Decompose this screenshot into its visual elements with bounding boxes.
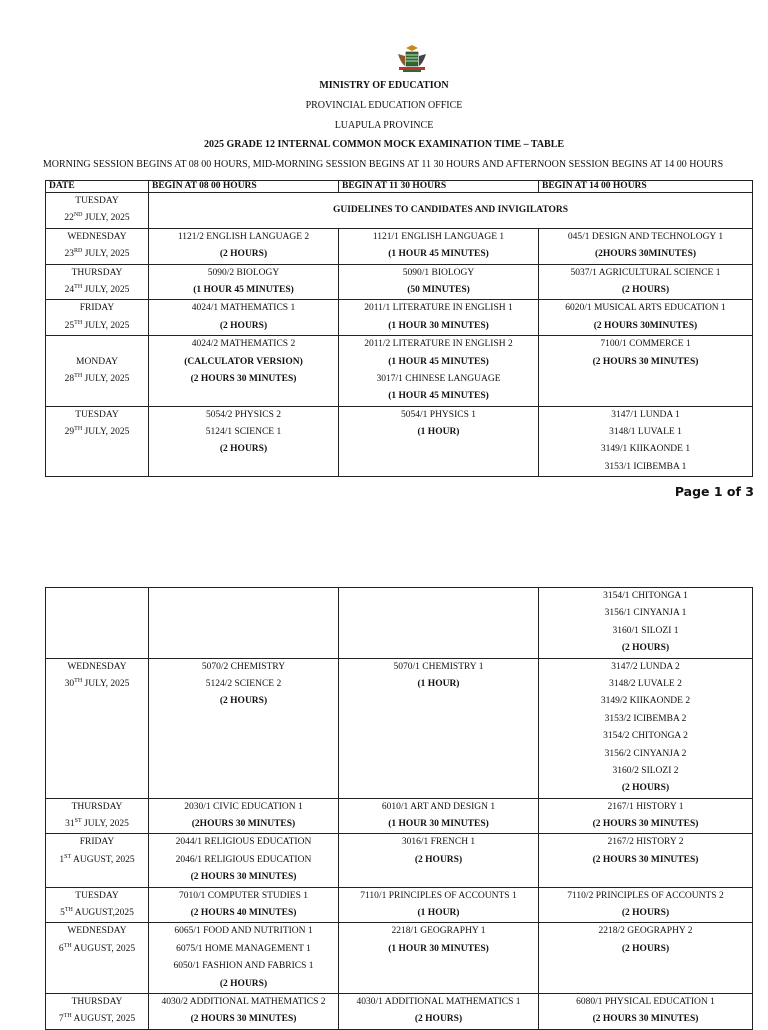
date-cell [46, 923, 149, 994]
ordinal-suffix: ND [73, 212, 83, 219]
ordinal-suffix: ST [74, 817, 82, 824]
cell-line: (2 HOURS) [219, 249, 268, 260]
table-cell [339, 798, 539, 834]
cell-line: (2 HOURS) [621, 943, 670, 954]
ordinal-suffix: TH [63, 942, 72, 949]
cell-line: 7110/1 PRINCIPLES OF ACCOUNTS 1 [360, 890, 517, 901]
cell-line: (2 HOURS) [621, 643, 670, 654]
cell-line: 4024/1 MATHEMATICS 1 [191, 303, 296, 314]
cell-line: 2044/1 RELIGIOUS EDUCATION [175, 837, 312, 848]
month-year: AUGUST, 2025 [73, 943, 136, 954]
day-number: 22 [64, 213, 74, 224]
page-number: Page 1 of 3 [674, 484, 754, 499]
day-number: 24 [64, 284, 75, 295]
cell-line: 6010/1 ART AND DESIGN 1 [381, 801, 496, 812]
cell-line: 3148/2 LUVALE 2 [609, 678, 682, 689]
table-row [46, 406, 753, 477]
cell-line: (2 HOURS 30 MINUTES) [190, 1014, 297, 1025]
table-cell [339, 228, 539, 264]
table-cell [149, 406, 339, 477]
cell-line: 3154/2 CHITONGA 2 [603, 731, 688, 742]
date-cell [46, 834, 149, 887]
table-cell [149, 834, 339, 887]
weekday: MONDAY [76, 356, 118, 367]
timetable-page-1 [45, 180, 753, 477]
cell-line: 3147/1 LUNDA 1 [611, 409, 680, 420]
cell-line: (2 HOURS 40 MINUTES) [190, 908, 297, 919]
table-cell [539, 300, 753, 336]
table-cell [339, 264, 539, 300]
date [46, 318, 148, 335]
month-year: JULY, 2025 [84, 427, 130, 438]
cell-line: 7100/1 COMMERCE 1 [600, 339, 691, 350]
table-cell [339, 887, 539, 923]
cell-line: 6075/1 HOME MANAGEMENT 1 [176, 943, 311, 954]
document-title: 2025 GRADE 12 INTERNAL COMMON MOCK EXAMINATION TIME – TABLE [203, 139, 565, 150]
cell-line: 6065/1 FOOD AND NUTRITION 1 [174, 926, 313, 937]
date [46, 941, 148, 958]
column-header: BEGIN AT 08 00 HOURS [149, 181, 339, 193]
cell-line: (1 HOUR 45 MINUTES) [388, 356, 489, 367]
cell-line: (2 HOURS) [621, 908, 670, 919]
cell-line: 6020/1 MUSICAL ARTS EDUCATION 1 [565, 303, 726, 314]
cell-line: 2030/1 CIVIC EDUCATION 1 [184, 801, 303, 812]
table-row [46, 193, 753, 229]
weekday: THURSDAY [71, 996, 123, 1007]
date [46, 246, 148, 263]
cell-line: (50 MINUTES) [407, 284, 470, 295]
cell-line: 3156/1 CINYANJA 1 [604, 608, 687, 619]
table-cell [149, 336, 339, 407]
cell-line: 5090/1 BIOLOGY [402, 267, 475, 278]
table-cell [539, 658, 753, 798]
table-header-row [46, 181, 753, 193]
ordinal-suffix: TH [74, 425, 83, 432]
weekday: THURSDAY [71, 267, 123, 278]
cell-line: (1 HOUR) [417, 678, 460, 689]
table-row [46, 658, 753, 798]
ordinal-suffix: TH [63, 1013, 72, 1020]
cell-line: (2 HOURS) [219, 320, 268, 331]
cell-line: (2 HOURS) [414, 854, 463, 865]
column-header: BEGIN AT 14 00 HOURS [539, 181, 753, 193]
day-number: 1 [59, 854, 65, 865]
cell-line: 4024/2 MATHEMATICS 2 [191, 339, 296, 350]
table-row [46, 264, 753, 300]
table-row [46, 336, 753, 407]
cell-line: (2 HOURS 30 MINUTES) [592, 854, 699, 865]
cell-line: 3160/2 SILOZI 2 [612, 765, 679, 776]
date-cell [46, 228, 149, 264]
weekday: TUESDAY [75, 890, 119, 901]
date [46, 676, 148, 693]
date-cell [46, 300, 149, 336]
table-cell [339, 336, 539, 407]
table-cell [149, 658, 339, 798]
weekday: TUESDAY [75, 196, 119, 206]
cell-line: 5054/2 PHYSICS 2 [206, 409, 281, 420]
cell-line: 3153/1 ICIBEMBA 1 [604, 461, 687, 472]
table-row [46, 834, 753, 887]
day-number: 30 [64, 678, 75, 689]
day-number: 29 [64, 427, 75, 438]
date-cell [46, 406, 149, 477]
month-year: AUGUST, 2025 [73, 854, 135, 865]
cell-line: (2 HOURS 30 MINUTES) [592, 356, 699, 367]
office-heading: PROVINCIAL EDUCATION OFFICE [305, 100, 463, 111]
table-cell [539, 406, 753, 477]
column-header: BEGIN AT 11 30 HOURS [339, 181, 539, 193]
cell-line: 4030/1 ADDITIONAL MATHEMATICS 1 [356, 996, 521, 1007]
weekday: THURSDAY [71, 801, 123, 812]
date [46, 424, 148, 441]
cell-line: (2HOURS 30 MINUTES) [191, 819, 296, 830]
table-cell [149, 588, 339, 659]
month-year: JULY, 2025 [84, 284, 130, 295]
cell-line: 5124/2 SCIENCE 2 [205, 678, 282, 689]
month-year: JULY, 2025 [84, 320, 130, 331]
table-cell [539, 887, 753, 923]
ordinal-suffix: TH [74, 283, 83, 290]
date [46, 371, 148, 388]
date-cell [46, 193, 149, 229]
day-number: 23 [64, 249, 74, 260]
cell-line: (2 HOURS) [621, 284, 670, 295]
table-cell [149, 887, 339, 923]
ordinal-suffix: TH [74, 372, 83, 379]
table-cell [539, 834, 753, 887]
cell-line: (1 HOUR 30 MINUTES) [388, 943, 489, 954]
province-heading: LUAPULA PROVINCE [334, 120, 434, 131]
table-cell [339, 406, 539, 477]
cell-line: (2 HOURS) [219, 696, 268, 707]
cell-line: (2 HOURS) [414, 1014, 463, 1025]
day-number: 5 [60, 908, 65, 919]
table-cell [539, 588, 753, 659]
table-cell [539, 923, 753, 994]
date [46, 816, 148, 833]
month-year: AUGUST,2025 [74, 908, 134, 919]
date-cell [46, 588, 149, 659]
cell-line: (2 HOURS 30 MINUTES) [190, 872, 297, 883]
table-cell [539, 798, 753, 834]
month-year: JULY, 2025 [84, 678, 130, 689]
date-cell [46, 658, 149, 798]
date-cell [46, 264, 149, 300]
table-cell [339, 834, 539, 887]
table-cell [339, 658, 539, 798]
date [46, 852, 148, 869]
cell-line: 3156/2 CINYANJA 2 [604, 748, 687, 759]
cell-line: 7110/2 PRINCIPLES OF ACCOUNTS 2 [567, 890, 724, 901]
cell-line: (2HOURS 30MINUTES) [594, 249, 697, 260]
date-cell [46, 887, 149, 923]
cell-line: 3149/1 KIIKAONDE 1 [600, 444, 691, 455]
cell-line: 3148/1 LUVALE 1 [609, 427, 682, 438]
weekday: FRIDAY [79, 837, 115, 848]
weekday: FRIDAY [79, 303, 115, 314]
weekday: TUESDAY [75, 409, 119, 420]
cell-line: 3153/2 ICIBEMBA 2 [604, 713, 687, 724]
cell-line: (1 HOUR 30 MINUTES) [388, 320, 489, 331]
cell-line: 5070/1 CHEMISTRY 1 [393, 661, 484, 672]
day-number: 31 [65, 819, 75, 830]
cell-line: 045/1 DESIGN AND TECHNOLOGY 1 [567, 231, 724, 242]
cell-line: 2167/2 HISTORY 2 [607, 837, 684, 848]
cell-line: 3160/1 SILOZI 1 [612, 625, 679, 636]
table-row [46, 588, 753, 659]
cell-line: 6080/1 PHYSICAL EDUCATION 1 [576, 996, 715, 1007]
date-cell [46, 336, 149, 407]
ordinal-suffix: TH [74, 677, 83, 684]
month-year: JULY, 2025 [84, 249, 130, 260]
session-times: MORNING SESSION BEGINS AT 08 00 HOURS, MID-MORNING SESSION BEGINS AT 11 30 HOURS AND AFTERNOON SESSION BEGINS AT 14 00 HOURS [42, 159, 724, 170]
ministry-heading: MINISTRY OF EDUCATION [319, 80, 449, 91]
table-row [46, 228, 753, 264]
column-header: DATE [46, 181, 149, 193]
table-cell [149, 264, 339, 300]
ordinal-suffix: ST [64, 853, 72, 860]
ordinal-suffix: TH [64, 906, 73, 913]
date [46, 905, 148, 922]
date [46, 282, 148, 299]
date-cell [46, 798, 149, 834]
cell-line: (2 HOURS) [621, 783, 670, 794]
table-cell [539, 228, 753, 264]
cell-line: 6050/1 FASHION AND FABRICS 1 [173, 961, 314, 972]
table-row [46, 887, 753, 923]
guidelines-cell: GUIDELINES TO CANDIDATES AND INVIGILATORS [149, 193, 753, 229]
cell-line: (1 HOUR 45 MINUTES) [193, 284, 294, 295]
ordinal-suffix: RD [73, 248, 83, 255]
cell-line: 5070/2 CHEMISTRY [201, 661, 286, 672]
month-year: AUGUST, 2025 [73, 1014, 136, 1025]
cell-line: (1 HOUR 45 MINUTES) [388, 249, 489, 260]
cell-line: 1121/1 ENGLISH LANGUAGE 1 [372, 231, 505, 242]
cell-line: (1 HOUR) [417, 908, 460, 919]
cell-line: (2 HOURS) [219, 978, 268, 989]
cell-line: (1 HOUR 45 MINUTES) [388, 391, 489, 402]
cell-line: 5054/1 PHYSICS 1 [401, 409, 476, 420]
table-cell [149, 228, 339, 264]
cell-line: (1 HOUR 30 MINUTES) [388, 819, 489, 830]
day-number: 28 [64, 373, 75, 384]
date [46, 210, 148, 227]
table-row [46, 923, 753, 994]
ordinal-suffix: TH [74, 319, 83, 326]
day-number: 25 [64, 320, 75, 331]
day-number: 7 [58, 1014, 64, 1025]
cell-line: 3154/1 CHITONGA 1 [603, 591, 688, 601]
cell-line: 7010/1 COMPUTER STUDIES 1 [178, 890, 309, 901]
cell-line: 2167/1 HISTORY 1 [607, 801, 684, 812]
cell-line: 3149/2 KIIKAONDE 2 [600, 696, 691, 707]
cell-line: (2 HOURS) [219, 444, 268, 455]
cell-line: 4030/2 ADDITIONAL MATHEMATICS 2 [161, 996, 326, 1007]
cell-line: 3016/1 FRENCH 1 [401, 837, 476, 848]
table-row [46, 300, 753, 336]
cell-line: (1 HOUR) [417, 427, 460, 438]
cell-line: (2 HOURS 30 MINUTES) [592, 819, 699, 830]
month-year: JULY, 2025 [84, 213, 130, 224]
table-cell [339, 588, 539, 659]
date [46, 1011, 148, 1028]
cell-line: 2218/1 GEOGRAPHY 1 [391, 926, 486, 937]
cell-line: 2011/2 LITERATURE IN ENGLISH 2 [364, 339, 513, 350]
cell-line: 2011/1 LITERATURE IN ENGLISH 1 [364, 303, 513, 314]
cell-line: 5037/1 AGRICULTURAL SCIENCE 1 [570, 267, 721, 278]
cell-line: (2 HOURS 30 MINUTES) [190, 373, 297, 384]
weekday: WEDNESDAY [67, 231, 127, 242]
cell-line: 3147/2 LUNDA 2 [611, 661, 680, 672]
table-cell [149, 923, 339, 994]
cell-line: 5124/1 SCIENCE 1 [205, 427, 282, 438]
table-cell [149, 798, 339, 834]
month-year: JULY, 2025 [84, 373, 130, 384]
timetable-page-2 [45, 587, 753, 1030]
weekday: WEDNESDAY [67, 661, 127, 672]
cell-line: 3017/1 CHINESE LANGUAGE [376, 373, 501, 384]
cell-line: 1121/2 ENGLISH LANGUAGE 2 [177, 231, 310, 242]
coat-of-arms-icon [394, 42, 430, 74]
month-year: JULY, 2025 [84, 819, 129, 830]
weekday: WEDNESDAY [67, 926, 127, 937]
cell-line: (CALCULATOR VERSION) [184, 356, 303, 367]
table-cell [339, 923, 539, 994]
table-cell [149, 300, 339, 336]
cell-line: 2046/1 RELIGIOUS EDUCATION [175, 854, 312, 865]
table-cell [339, 300, 539, 336]
cell-line: (2 HOURS 30MINUTES) [593, 320, 698, 331]
cell-line: 2218/2 GEOGRAPHY 2 [598, 926, 693, 937]
table-cell [539, 264, 753, 300]
cell-line: 5090/2 BIOLOGY [207, 267, 280, 278]
table-row [46, 798, 753, 834]
cell-line: (2 HOURS 30 MINUTES) [592, 1014, 699, 1025]
day-number: 6 [58, 943, 64, 954]
table-cell [539, 336, 753, 407]
